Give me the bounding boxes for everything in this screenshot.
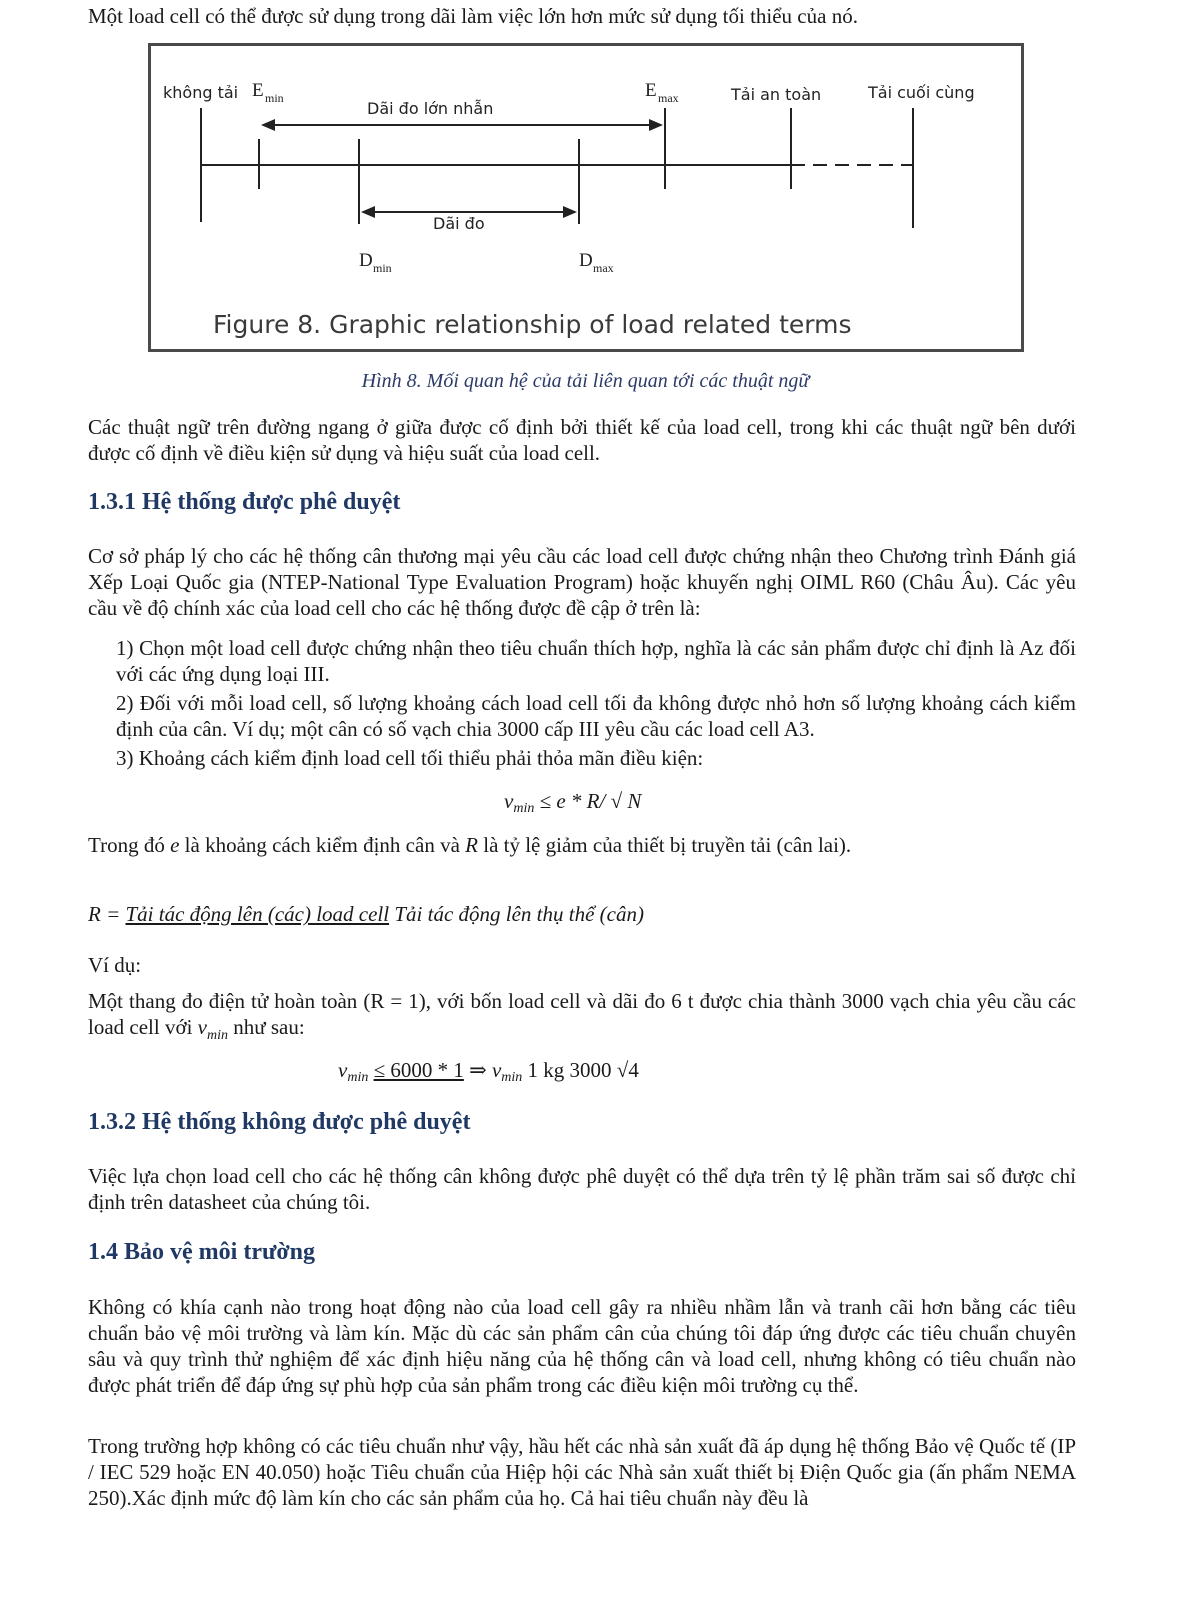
label-e-max-sub: max bbox=[658, 91, 679, 105]
figure-8 bbox=[148, 43, 1024, 352]
label-final-load: Tải cuối cùng bbox=[868, 83, 975, 102]
para-legal-basis: Cơ sở pháp lý cho các hệ thống cân thương mại yêu cầu các load cell được chứng nhận theo Chương trình Đánh giá Xếp Loại Quốc gia (NTEP-National Type Evaluation Program) hoặc khuyến nghị OIML R60 (Châu Âu). Các yêu cầu về độ chính xác của load cell cho các hệ thống được đề cập ở trên là: bbox=[88, 544, 1076, 620]
r-definition: R = Tải tác động lên (các) load cell Tải tác động lên thụ thể (cân) bbox=[88, 902, 644, 926]
label-no-load: không tải bbox=[163, 83, 239, 102]
para-environment-1: Không có khía cạnh nào trong hoạt động nào của load cell gây ra nhiều nhầm lẫn và tranh cãi hơn bằng các tiêu chuẩn bảo vệ môi trường và làm kín. Mặc dù các sản phẩm cân của chúng tôi đáp ứng được các tiêu chuẩn chuyên sâu và quy trình thử nghiệm để xác định hiệu năng của hệ thống cân và load cell, nhưng không có tiêu chuẩn nào được phát triển để đáp ứng sự phù hợp của sản phẩm trong các điều kiện môi trường cụ thể. bbox=[88, 1295, 1076, 1397]
heading-1-4: 1.4 Bảo vệ môi trường bbox=[88, 1239, 316, 1265]
load-terms-diagram bbox=[151, 46, 1021, 349]
label-range: Dãi đo bbox=[433, 214, 485, 233]
intro-paragraph: Một load cell có thể được sử dụng trong dãi làm việc lớn hơn mức sử dụng tối thiểu của nó. bbox=[88, 4, 858, 28]
max-range-arrow-left-head bbox=[261, 119, 275, 131]
label-d-min: D bbox=[359, 250, 373, 271]
heading-1-3-2: 1.3.2 Hệ thống không được phê duyệt bbox=[88, 1109, 471, 1135]
label-d-max-sub: max bbox=[593, 261, 614, 275]
formula-example: $v_{min} \le 6000 * 1$ ⇒ $v_{min}$ 1 kg 3000 √4 bbox=[338, 1058, 639, 1085]
list-item-3: 3) Khoảng cách kiểm định load cell tối thiểu phải thỏa mãn điều kiện: bbox=[116, 746, 704, 770]
label-d-max: D bbox=[579, 250, 593, 271]
list-item-2: 2) Đối với mỗi load cell, số lượng khoảng cách load cell tối đa không được nhỏ hơn số lượng khoảng cách kiểm định của cân. Ví dụ; một cân có số vạch chia 3000 cấp III yêu cầu các load cell A3. bbox=[116, 691, 1076, 741]
list-item-1: 1) Chọn một load cell được chứng nhận theo tiêu chuẩn thích hợp, nghĩa là các sản phẩm được chỉ định là Az đối với các ứng dụng loại III. bbox=[116, 636, 1076, 686]
range-arrow-right-head bbox=[563, 206, 577, 218]
heading-1-3-1: 1.3.1 Hệ thống được phê duyệt bbox=[88, 489, 401, 515]
label-safe-load: Tải an toàn bbox=[731, 85, 822, 104]
para-environment-2: Trong trường hợp không có các tiêu chuẩn như vậy, hầu hết các nhà sản xuất đã áp dụng hệ thống Bảo vệ Quốc tế (IP / IEC 529 hoặc EN 40.050) hoặc Tiêu chuẩn của Hiệp hội các Nhà sản xuất thiết bị Điện Quốc gia (ấn phẩm NEMA 250).Xác định mức độ làm kín cho các sản phẩm của họ. Cả hai tiêu chuẩn này đều là bbox=[88, 1434, 1076, 1510]
range-arrow-left-head bbox=[361, 206, 375, 218]
formula-vmin: $v_{min} \le e * R/$ √ N bbox=[504, 789, 642, 816]
example-label: Ví dụ: bbox=[88, 953, 142, 977]
figure-caption: Hình 8. Mối quan hệ của tải liên quan tới các thuật ngữ bbox=[361, 370, 810, 392]
label-max-range: Dãi đo lớn nhẫn bbox=[367, 99, 494, 118]
max-range-arrow-right-head bbox=[649, 119, 663, 131]
label-e-min-sub: min bbox=[265, 91, 284, 105]
para-terms: Các thuật ngữ trên đường ngang ở giữa được cố định bởi thiết kế của load cell, trong khi các thuật ngữ bên dưới được cố định về điều kiện sử dụng và hiệu suất của load cell. bbox=[88, 415, 1076, 465]
para-where: Trong đó e là khoảng cách kiểm định cân và R là tỷ lệ giảm của thiết bị truyền tải (cân lai). bbox=[88, 833, 852, 857]
label-e-max: E bbox=[645, 80, 657, 101]
para-unapproved: Việc lựa chọn load cell cho các hệ thống cân không được phê duyệt có thể dựa trên tỷ lệ phần trăm sai số được chỉ định trên datasheet của chúng tôi. bbox=[88, 1164, 1076, 1214]
figure-title: Figure 8. Graphic relationship of load related terms bbox=[213, 310, 852, 339]
label-e-min: E bbox=[252, 80, 264, 101]
label-d-min-sub: min bbox=[373, 261, 392, 275]
para-example: Một thang đo điện tử hoàn toàn (R = 1), với bốn load cell và dãi đo 6 t được chia thành 3000 vạch chia yêu cầu các load cell với $v_{min}$ như sau: bbox=[88, 989, 1076, 1044]
